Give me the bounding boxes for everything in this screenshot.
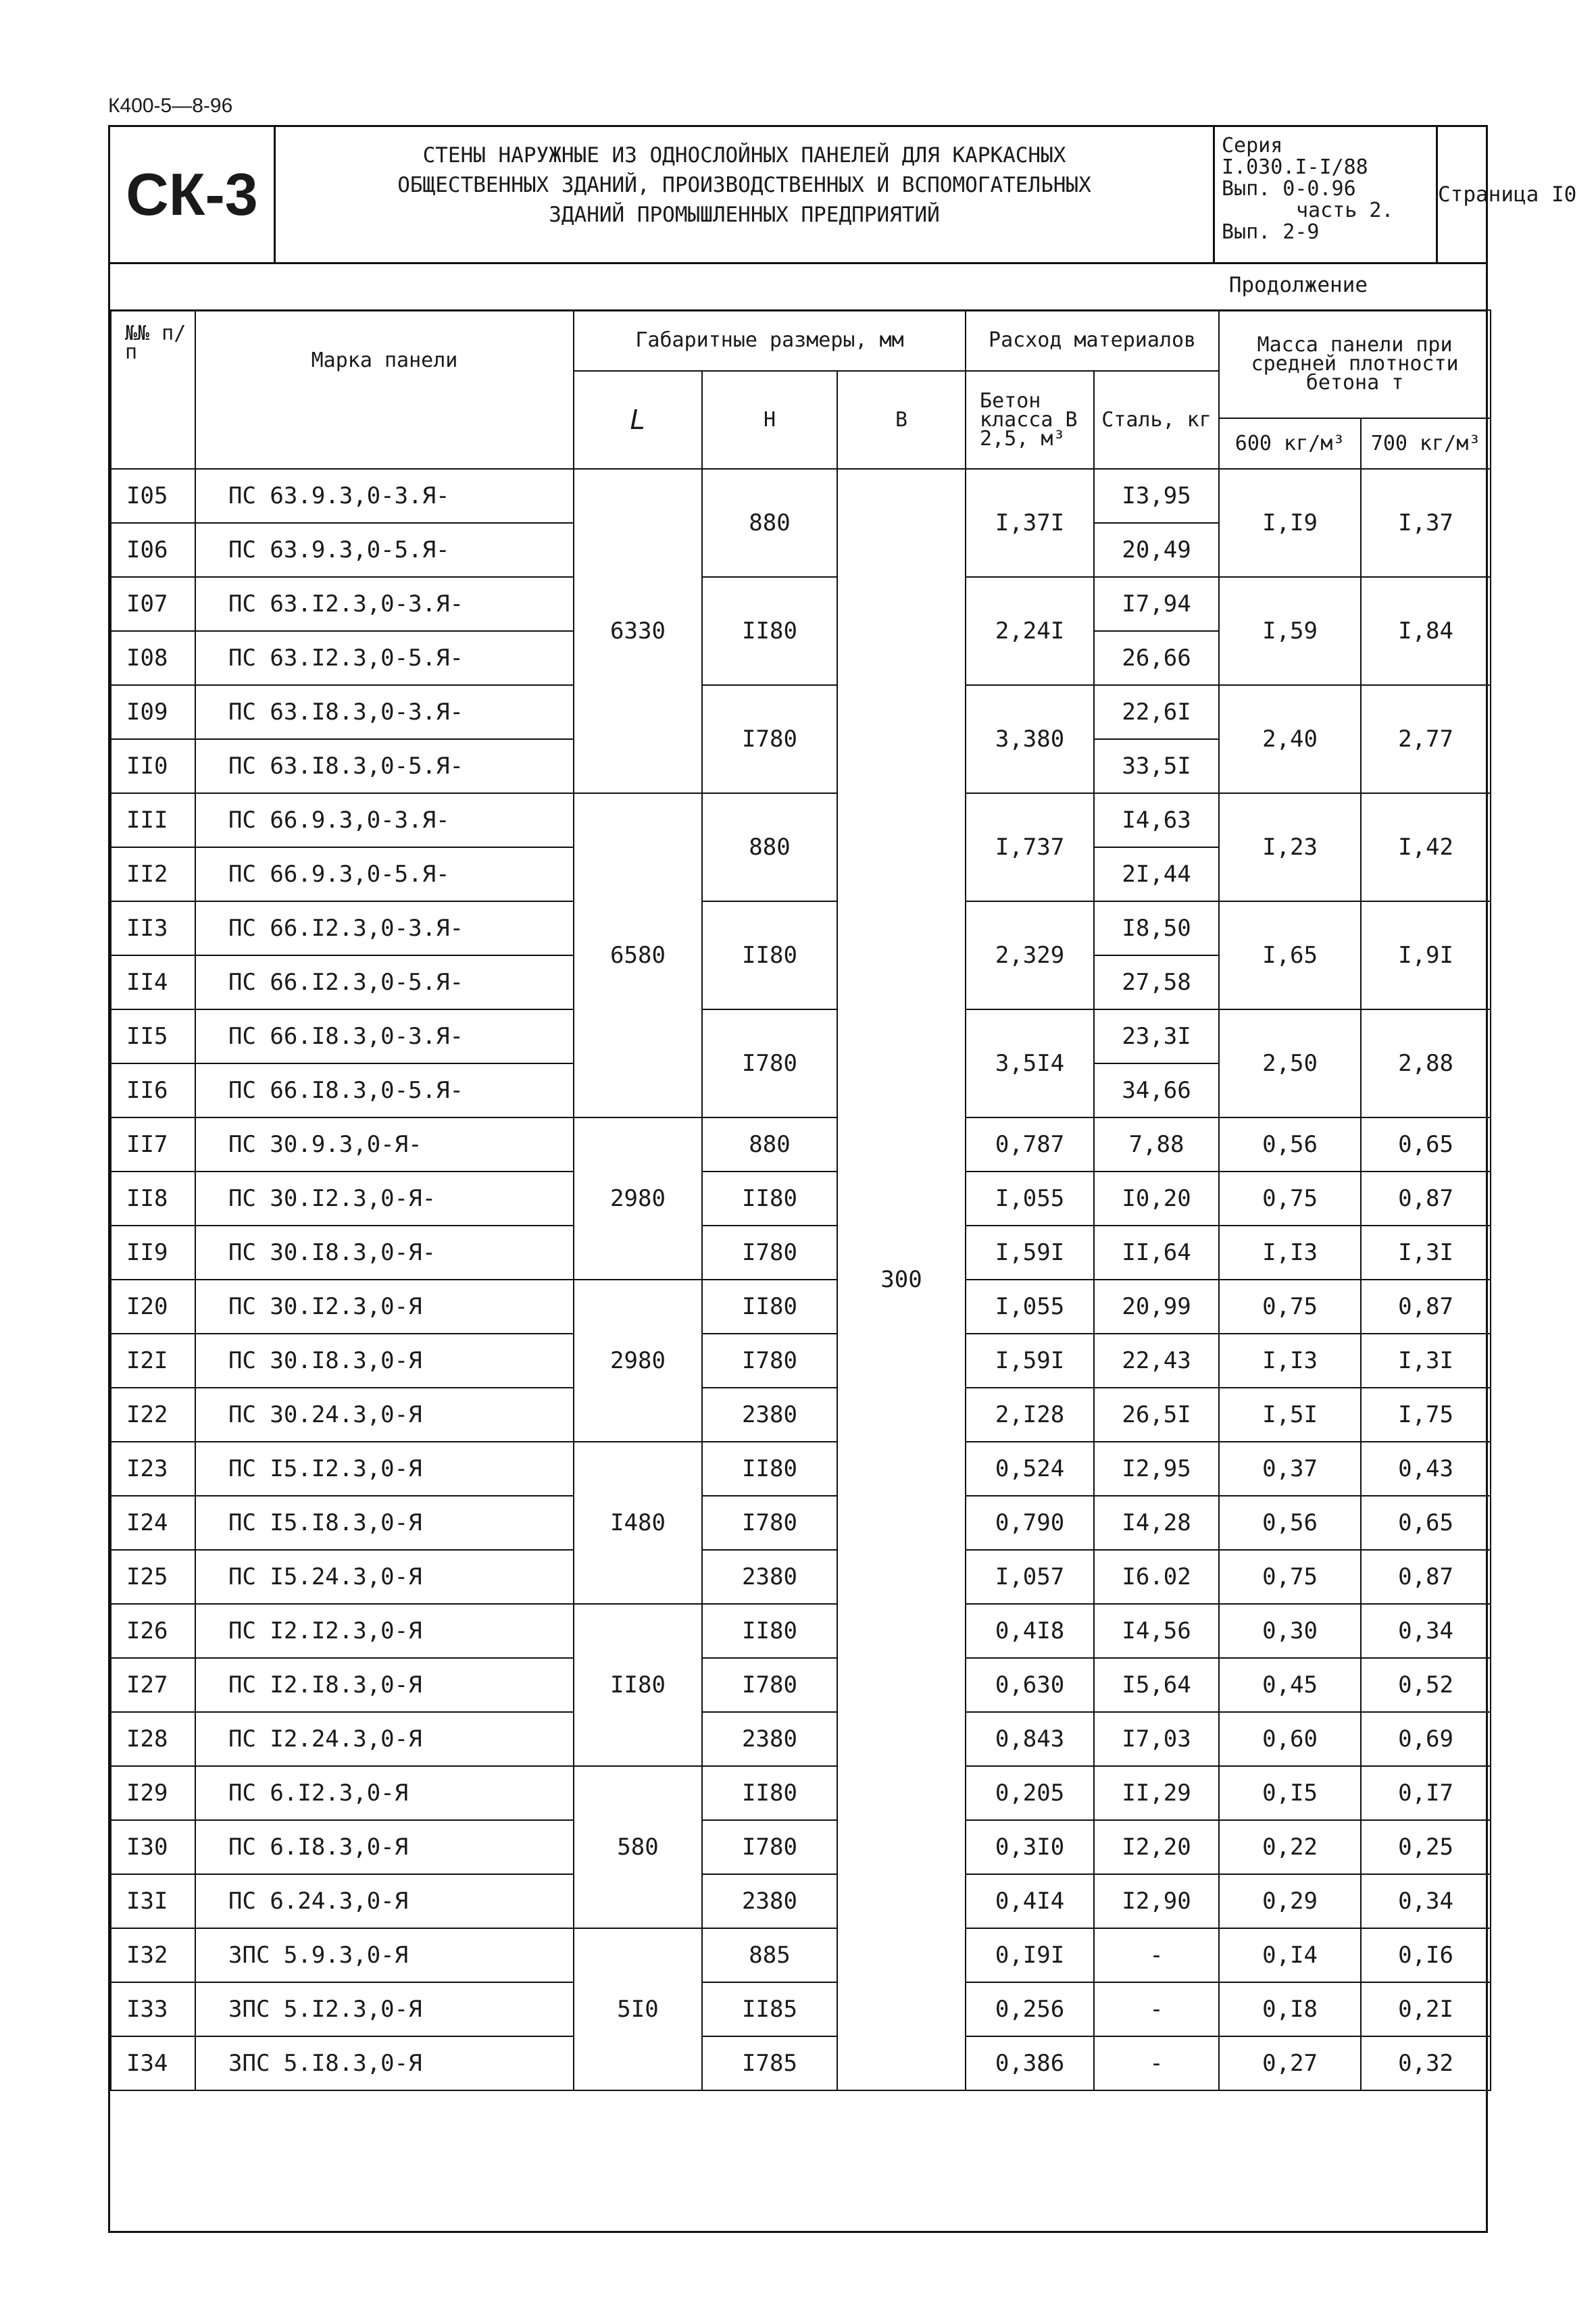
col-steel: Сталь, кг	[1094, 371, 1219, 469]
width-cell: 300	[837, 469, 966, 2090]
mass-700-cell: 0,I7	[1361, 1766, 1491, 1820]
table-row	[111, 1334, 1491, 1388]
mass-700-cell: 0,32	[1361, 2036, 1491, 2090]
mass-700-cell: 0,2I	[1361, 1982, 1491, 2036]
height-cell: 2380	[702, 1874, 837, 1928]
height-cell: I780	[702, 685, 837, 793]
concrete-cell: 0,4I4	[966, 1874, 1094, 1928]
table-row	[111, 1550, 1491, 1604]
row-number: I2I	[111, 1334, 195, 1388]
steel-cell: I7,94	[1094, 577, 1219, 631]
height-cell: II80	[702, 577, 837, 685]
mass-600-cell: I,65	[1219, 901, 1361, 1009]
height-cell: II80	[702, 1172, 837, 1226]
table-row	[111, 1604, 1491, 1658]
panel-mark: ПС 30.I2.3,0-Я	[195, 1280, 574, 1334]
mass-700-cell: I,84	[1361, 577, 1491, 685]
table-row	[111, 685, 1491, 739]
concrete-cell: 2,24I	[966, 577, 1094, 685]
steel-cell: I7,03	[1094, 1712, 1219, 1766]
panel-mark: ЗПС 5.I8.3,0-Я	[195, 2036, 574, 2090]
steel-cell: I2,20	[1094, 1820, 1219, 1874]
table-row	[111, 1820, 1491, 1874]
concrete-cell: 0,3I0	[966, 1820, 1094, 1874]
panel-mark: ПС 6.I8.3,0-Я	[195, 1820, 574, 1874]
steel-cell: I6.02	[1094, 1550, 1219, 1604]
mass-700-cell: 0,87	[1361, 1550, 1491, 1604]
steel-cell: I2,90	[1094, 1874, 1219, 1928]
panel-mark: ЗПС 5.9.3,0-Я	[195, 1928, 574, 1982]
row-number: II2	[111, 847, 195, 901]
panel-mark: ПС I2.I2.3,0-Я	[195, 1604, 574, 1658]
series-info	[1215, 127, 1438, 262]
mass-600-cell: I,5I	[1219, 1388, 1361, 1442]
height-cell: 885	[702, 1928, 837, 1982]
col-mass-600: 600 кг/м³	[1219, 418, 1361, 469]
table-row	[111, 1117, 1491, 1172]
height-cell: I780	[702, 1009, 837, 1117]
col-L: L	[574, 371, 702, 469]
table-row	[111, 1874, 1491, 1928]
steel-cell: -	[1094, 2036, 1219, 2090]
table-row	[111, 1388, 1491, 1442]
col-mark: Марка панели	[195, 310, 574, 469]
table-row	[111, 1442, 1491, 1496]
table-row	[111, 793, 1491, 847]
mass-700-cell: 0,34	[1361, 1874, 1491, 1928]
mass-600-cell: 0,22	[1219, 1820, 1361, 1874]
row-number: I33	[111, 1982, 195, 2036]
concrete-cell: 0,630	[966, 1658, 1094, 1712]
concrete-cell: 3,380	[966, 685, 1094, 793]
panel-mark: ПС 63.9.3,0-5.Я-	[195, 523, 574, 577]
mass-600-cell: 0,56	[1219, 1496, 1361, 1550]
row-number: I06	[111, 523, 195, 577]
steel-cell: I4,28	[1094, 1496, 1219, 1550]
mass-600-cell: I,I9	[1219, 469, 1361, 577]
concrete-cell: 0,790	[966, 1496, 1094, 1550]
series-line: часть 2.	[1296, 199, 1394, 222]
row-number: II0	[111, 739, 195, 793]
mass-700-cell: I,75	[1361, 1388, 1491, 1442]
row-number: I30	[111, 1820, 195, 1874]
row-number: I24	[111, 1496, 195, 1550]
row-number: II3	[111, 901, 195, 955]
steel-cell: I4,63	[1094, 793, 1219, 847]
length-cell: II80	[574, 1604, 702, 1766]
panel-mark: ЗПС 5.I2.3,0-Я	[195, 1982, 574, 2036]
mass-600-cell: 0,75	[1219, 1550, 1361, 1604]
page-number: Страница I0	[1438, 182, 1577, 207]
concrete-cell: 2,I28	[966, 1388, 1094, 1442]
mass-700-cell: I,42	[1361, 793, 1491, 901]
steel-cell: -	[1094, 1982, 1219, 2036]
steel-cell: 34,66	[1094, 1063, 1219, 1117]
steel-cell: 23,3I	[1094, 1009, 1219, 1063]
steel-cell: II,29	[1094, 1766, 1219, 1820]
steel-cell: 27,58	[1094, 955, 1219, 1009]
mass-700-cell: 0,25	[1361, 1820, 1491, 1874]
panel-mark: ПС 63.I2.3,0-3.Я-	[195, 577, 574, 631]
mass-700-cell: 2,77	[1361, 685, 1491, 793]
document-title	[276, 127, 1215, 262]
concrete-cell: 0,843	[966, 1712, 1094, 1766]
row-number: I07	[111, 577, 195, 631]
title-block	[110, 127, 1577, 264]
length-cell: I480	[574, 1442, 702, 1604]
series-line: Вып. 0-0.96	[1222, 177, 1356, 201]
table-row	[111, 1172, 1491, 1226]
concrete-cell: 0,I9I	[966, 1928, 1094, 1982]
height-cell: I780	[702, 1820, 837, 1874]
mass-600-cell: 0,I8	[1219, 1982, 1361, 2036]
panel-mark: ПС I5.I2.3,0-Я	[195, 1442, 574, 1496]
mass-700-cell: 0,I6	[1361, 1928, 1491, 1982]
length-cell: 6330	[574, 469, 702, 793]
panel-mark: ПС 30.I8.3,0-Я-	[195, 1226, 574, 1280]
panel-mark: ПС 6.24.3,0-Я	[195, 1874, 574, 1928]
mass-600-cell: I,23	[1219, 793, 1361, 901]
mass-600-cell: I,59	[1219, 577, 1361, 685]
table-row	[111, 901, 1491, 955]
mass-700-cell: 0,65	[1361, 1117, 1491, 1172]
col-mass: Масса панели при средней плотности бетона т	[1219, 310, 1491, 418]
table-row	[111, 1766, 1491, 1820]
panel-mark: ПС 66.9.3,0-5.Я-	[195, 847, 574, 901]
title-line: СТЕНЫ НАРУЖНЫЕ ИЗ ОДНОСЛОЙНЫХ ПАНЕЛЕЙ ДЛЯ КАРКАСНЫХ	[422, 143, 1066, 168]
panel-mark: ПС 30.I8.3,0-Я	[195, 1334, 574, 1388]
continuation-label: Продолжение	[1228, 273, 1368, 297]
table-row	[111, 577, 1491, 631]
row-number: II7	[111, 1117, 195, 1172]
steel-cell: I3,95	[1094, 469, 1219, 523]
mass-700-cell: 0,43	[1361, 1442, 1491, 1496]
table-row	[111, 1928, 1491, 1982]
row-number: I08	[111, 631, 195, 685]
series-line: I.030.I-I/88	[1222, 155, 1368, 179]
concrete-cell: I,055	[966, 1280, 1094, 1334]
table-row	[111, 1496, 1491, 1550]
height-cell: 880	[702, 793, 837, 901]
table-row	[111, 1712, 1491, 1766]
table-body	[111, 469, 1491, 2090]
panel-mark: ПС 63.I2.3,0-5.Я-	[195, 631, 574, 685]
table-row	[111, 2036, 1491, 2090]
length-cell: 5I0	[574, 1928, 702, 2090]
mass-600-cell: 0,30	[1219, 1604, 1361, 1658]
height-cell: 880	[702, 1117, 837, 1172]
row-number: I05	[111, 469, 195, 523]
table-row	[111, 1009, 1491, 1063]
mass-700-cell: I,3I	[1361, 1226, 1491, 1280]
steel-cell: 26,5I	[1094, 1388, 1219, 1442]
panel-mark: ПС I2.I8.3,0-Я	[195, 1658, 574, 1712]
mass-700-cell: I,3I	[1361, 1334, 1491, 1388]
panel-mark: ПС 66.I8.3,0-5.Я-	[195, 1063, 574, 1117]
mass-600-cell: 2,50	[1219, 1009, 1361, 1117]
panel-mark: ПС 66.I2.3,0-3.Я-	[195, 901, 574, 955]
section-logo: СК-3	[110, 127, 276, 262]
panel-mark: ПС 63.I8.3,0-5.Я-	[195, 739, 574, 793]
mass-600-cell: 0,45	[1219, 1658, 1361, 1712]
concrete-cell: I,737	[966, 793, 1094, 901]
mass-700-cell: 2,88	[1361, 1009, 1491, 1117]
concrete-cell: I,59I	[966, 1334, 1094, 1388]
row-number: II5	[111, 1009, 195, 1063]
row-number: I26	[111, 1604, 195, 1658]
col-B: B	[837, 371, 966, 469]
mass-700-cell: 0,65	[1361, 1496, 1491, 1550]
steel-cell: 7,88	[1094, 1117, 1219, 1172]
height-cell: I780	[702, 1226, 837, 1280]
height-cell: II80	[702, 1442, 837, 1496]
mass-700-cell: 0,69	[1361, 1712, 1491, 1766]
concrete-cell: 2,329	[966, 901, 1094, 1009]
steel-cell: I8,50	[1094, 901, 1219, 955]
document-code: К400-5—8-96	[108, 95, 233, 117]
mass-700-cell: I,9I	[1361, 901, 1491, 1009]
steel-cell: 22,43	[1094, 1334, 1219, 1388]
height-cell: II85	[702, 1982, 837, 2036]
concrete-cell: I,057	[966, 1550, 1094, 1604]
row-number: I29	[111, 1766, 195, 1820]
table-row	[111, 1982, 1491, 2036]
row-number: I27	[111, 1658, 195, 1712]
concrete-cell: 0,256	[966, 1982, 1094, 2036]
height-cell: II80	[702, 1766, 837, 1820]
length-cell: 580	[574, 1766, 702, 1928]
concrete-cell: I,055	[966, 1172, 1094, 1226]
col-num: №№ п/п	[111, 310, 195, 469]
mass-600-cell: 0,75	[1219, 1172, 1361, 1226]
steel-cell: -	[1094, 1928, 1219, 1982]
mass-600-cell: 0,60	[1219, 1712, 1361, 1766]
col-dims: Габаритные размеры, мм	[574, 310, 966, 371]
mass-600-cell: 0,27	[1219, 2036, 1361, 2090]
panel-mark: ПС 63.I8.3,0-3.Я-	[195, 685, 574, 739]
steel-cell: 33,5I	[1094, 739, 1219, 793]
col-mass-700: 700 кг/м³	[1361, 418, 1491, 469]
length-cell: 2980	[574, 1117, 702, 1280]
mass-700-cell: 0,87	[1361, 1172, 1491, 1226]
height-cell: II80	[702, 1280, 837, 1334]
panel-mark: ПС I5.I8.3,0-Я	[195, 1496, 574, 1550]
panel-mark: ПС 6.I2.3,0-Я	[195, 1766, 574, 1820]
row-number: I20	[111, 1280, 195, 1334]
height-cell: 2380	[702, 1550, 837, 1604]
row-number: II6	[111, 1063, 195, 1117]
panel-mark: ПС 66.9.3,0-3.Я-	[195, 793, 574, 847]
length-cell: 2980	[574, 1280, 702, 1442]
col-materials: Расход материалов	[966, 310, 1219, 371]
mass-600-cell: 2,40	[1219, 685, 1361, 793]
continuation-row	[110, 262, 1486, 311]
panel-mark: ПС I5.24.3,0-Я	[195, 1550, 574, 1604]
steel-cell: II,64	[1094, 1226, 1219, 1280]
col-H: H	[702, 371, 837, 469]
mass-600-cell: 0,I4	[1219, 1928, 1361, 1982]
mass-700-cell: I,37	[1361, 469, 1491, 577]
mass-600-cell: 0,75	[1219, 1280, 1361, 1334]
mass-600-cell: 0,29	[1219, 1874, 1361, 1928]
panel-mark: ПС 66.I8.3,0-3.Я-	[195, 1009, 574, 1063]
concrete-cell: 0,787	[966, 1117, 1094, 1172]
concrete-cell: I,59I	[966, 1226, 1094, 1280]
steel-cell: 20,49	[1094, 523, 1219, 577]
height-cell: I780	[702, 1658, 837, 1712]
concrete-cell: 0,386	[966, 2036, 1094, 2090]
concrete-cell: I,37I	[966, 469, 1094, 577]
mass-700-cell: 0,34	[1361, 1604, 1491, 1658]
row-number: I09	[111, 685, 195, 739]
series-line: Вып. 2-9	[1222, 220, 1320, 244]
row-number: II9	[111, 1226, 195, 1280]
steel-cell: 20,99	[1094, 1280, 1219, 1334]
table-row	[111, 469, 1491, 523]
panel-mark: ПС 30.9.3,0-Я-	[195, 1117, 574, 1172]
panel-table	[110, 309, 1491, 2091]
row-number: I23	[111, 1442, 195, 1496]
mass-600-cell: I,I3	[1219, 1226, 1361, 1280]
height-cell: 2380	[702, 1388, 837, 1442]
length-cell: 6580	[574, 793, 702, 1117]
row-number: II4	[111, 955, 195, 1009]
panel-mark: ПС 63.9.3,0-3.Я-	[195, 469, 574, 523]
mass-600-cell: 0,56	[1219, 1117, 1361, 1172]
row-number: I34	[111, 2036, 195, 2090]
series-line: Серия	[1222, 134, 1283, 157]
height-cell: I780	[702, 1496, 837, 1550]
row-number: I22	[111, 1388, 195, 1442]
concrete-cell: 0,524	[966, 1442, 1094, 1496]
height-cell: II80	[702, 901, 837, 1009]
row-number: I3I	[111, 1874, 195, 1928]
col-concrete: Бетон класса В 2,5, м³	[966, 371, 1094, 469]
mass-600-cell: 0,37	[1219, 1442, 1361, 1496]
panel-mark: ПС 30.24.3,0-Я	[195, 1388, 574, 1442]
row-number: II8	[111, 1172, 195, 1226]
table-row	[111, 1226, 1491, 1280]
document-frame	[108, 125, 1577, 2233]
height-cell: II80	[702, 1604, 837, 1658]
height-cell: I785	[702, 2036, 837, 2090]
row-number: I25	[111, 1550, 195, 1604]
mass-600-cell: 0,I5	[1219, 1766, 1361, 1820]
height-cell: 2380	[702, 1712, 837, 1766]
height-cell: 880	[702, 469, 837, 577]
mass-700-cell: 0,52	[1361, 1658, 1491, 1712]
steel-cell: 2I,44	[1094, 847, 1219, 901]
mass-700-cell: 0,87	[1361, 1280, 1491, 1334]
steel-cell: 26,66	[1094, 631, 1219, 685]
table-row	[111, 1280, 1491, 1334]
steel-cell: I4,56	[1094, 1604, 1219, 1658]
height-cell: I780	[702, 1334, 837, 1388]
steel-cell: 22,6I	[1094, 685, 1219, 739]
panel-mark: ПС 30.I2.3,0-Я-	[195, 1172, 574, 1226]
table-row	[111, 1658, 1491, 1712]
concrete-cell: 3,5I4	[966, 1009, 1094, 1117]
steel-cell: I5,64	[1094, 1658, 1219, 1712]
mass-600-cell: I,I3	[1219, 1334, 1361, 1388]
row-number: I28	[111, 1712, 195, 1766]
title-line: ОБЩЕСТВЕННЫХ ЗДАНИЙ, ПРОИЗВОДСТВЕННЫХ И ВСПОМОГАТЕЛЬНЫХ	[397, 173, 1091, 197]
steel-cell: I0,20	[1094, 1172, 1219, 1226]
steel-cell: I2,95	[1094, 1442, 1219, 1496]
row-number: I32	[111, 1928, 195, 1982]
row-number: III	[111, 793, 195, 847]
title-line: ЗДАНИЙ ПРОМЫШЛЕННЫХ ПРЕДПРИЯТИЙ	[549, 203, 940, 227]
concrete-cell: 0,4I8	[966, 1604, 1094, 1658]
panel-mark: ПС 66.I2.3,0-5.Я-	[195, 955, 574, 1009]
concrete-cell: 0,205	[966, 1766, 1094, 1820]
panel-mark: ПС I2.24.3,0-Я	[195, 1712, 574, 1766]
